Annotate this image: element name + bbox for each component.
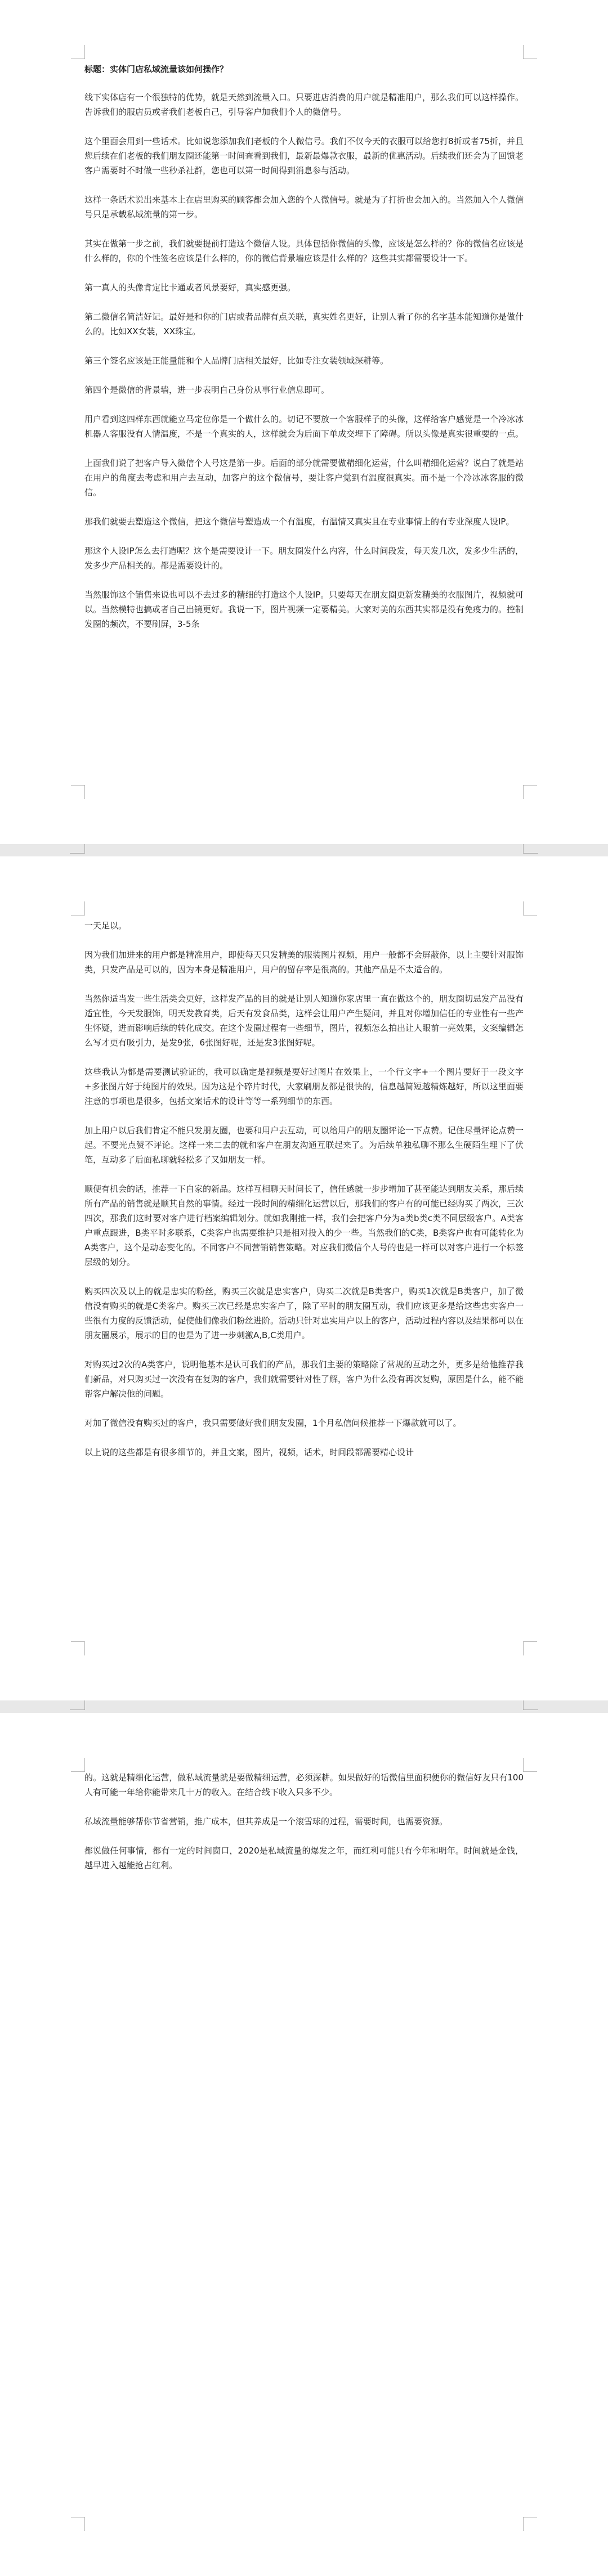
paragraph: 当然服饰这个销售来说也可以不去过多的精细的打造这个人设IP。只要每天在朋友圈更新发精美的衣服图片，视频就可以。当然模特也搞或者自己出镜更好。我说一下，图片视频一定要精美。大家对美的东西其实都是没有免疫力的。控制发圈的频次，不要刷屏，3-5条 [84,590,524,629]
paragraph: 上面我们说了把客户导入微信个人号这是第一步。后面的部分就需要做精细化运营，什么叫精细化运营？说白了就是站在用户的角度去考虑和用户去互动，加客户的这个微信号，要让客户觉到有温度很真实。而不是一个冷冰冰客服的微信。 [84,458,524,497]
page-corner-mark [523,1641,537,1655]
paragraph: 线下实体店有一个很独特的优势，就是天然到流量入口。只要进店消费的用户就是精准用户，那么我们可以这样操作。告诉我们的服店员或者我们老板自己，引导客户加我们个人的微信号。 [84,92,524,117]
page-corner-mark [71,785,85,799]
paragraph: 的。这就是精细化运营，做私域流量就是要做精细运营，必须深耕。如果做好的话微信里面积便你的微信好友只有100人有可能一年给你能带来几十万的收入。在结合线下收入只多不少。 [84,1772,524,1797]
paragraph: 私域流量能够帮你节省营销，推广成本，但其养成是一个滚雪球的过程，需要时间，也需要资源。 [84,1816,448,1826]
paragraph: 第一真人的头像肯定比卡通或者风景要好，真实感更强。 [84,282,296,293]
page-corner-mark [523,45,537,59]
page-corner-mark [523,785,537,799]
paragraph: 购买四次及以上的就是忠实的粉丝，购买三次就是忠实客户，购买二次就是B类客户，购买1次就是B类客户，加了微信没有购买的就是C类客户。购买三次已经是忠实客户了，除了平时的朋友圈互动，我们应该更多是给这些忠实客户一些很有力度的反馈活动，促使他们像我们粉丝进阶。活动只针对忠实用户以上的客户，活动过程内容以及结果都可以在朋友圈展示，展示的目的也是为了进一步刺激A,B,C类用户。 [84,1286,524,1340]
paragraph: 这个里面会用到一些话术。比如说您添加我们老板的个人微信号。我们不仅今天的衣服可以给您打8折或者75折，并且您后续在们老板的我们朋友圈还能第一时间查看到我们，最新最爆款衣服，最新的优惠活动。后续我们还会为了回馈老客户需要时不时做一些秒杀社群，您也可以第一时间得到消息参与活动。 [84,136,524,176]
page-corner-mark [71,45,85,59]
paragraph: 那我们就要去塑造这个微信，把这个微信号塑造成一个有温度，有温情又真实且在专业事情上的有专业深度人设IP。 [84,517,515,527]
paragraph: 对购买过2次的A类客户，说明他基本是认可我们的产品，那我们主要的策略除了常规的互动之外，更多是给他推荐我们新品，对只购买过一次没有在复购的客户，我们就需要针对性了解，客户为什么没有再次复购，原因是什么，能不能帮客户解决他的问题。 [84,1359,524,1399]
page-break-mark [70,844,85,854]
paragraph: 第三个签名应该是正能量能和个人品牌门店相关最好，比如专注女装领域深耕等。 [84,356,389,366]
paragraph: 顺便有机会的话，推荐一下自家的新品。这样互相聊天时间长了，信任感就一步步增加了甚至能达到朋友关系，那后续所有产品的销售就是顺其自然的事情。经过一段时间的精细化运营以后，那我们的客户有的可能已经购买了两次，三次四次，那我们这时要对客户进行档案编辑划分。就如我刚推一样，我们会把客户分为a类b类c类不同层级客户。A类客户重点跟进，B类平时多联系，C类客户也需要维护只是相对投入的少一些。当然我们的C类，B类客户也有可能转化为A类客户，这个是动态变化的。不同客户不同营销销售策略。对应我们微信个人号的也是一样可以对客户进行一个标签层级的划分。 [84,1184,524,1267]
paragraph: 都说做任何事情，都有一定的时间窗口，2020是私域流量的爆发之年，而红利可能只有今年和明年。时间就是金钱，越早进入越能抢占红利。 [84,1846,524,1870]
paragraph: 第四个是微信的背景墙，进一步表明自己身份从事行业信息即可。 [84,385,330,395]
paragraph: 这些我认为都是需要测试验证的，我可以确定是视频是要好过图片在效果上，一个行文字+一个图片要好于一段文字+多张图片好于纯图片的效果。因为这是个碎片时代，大家刷朋友都是很快的，信息越简短越精炼越好，所以这里面要注意的事项也是很多，包括文案话术的设计等等一系列细节的东西。 [84,1067,524,1106]
page-break-mark [523,1700,538,1710]
paragraph: 当然你适当发一些生活类会更好，这样发产品的目的就是让别人知道你家店里一直在做这个的，朋友圈切忌发产品没有适宜性，今天发服饰，明天发教育类，后天有发食品类，这样会让用户产生疑问，并且对你增加信任的专业性有一些产生怀疑，进而影响后续的转化成交。在这个发圈过程有一些细节，图片，视频怎么拍出让人眼前一亮效果，文案编辑怎么写才更有吸引力，是发9张，6张图好呢，还是发3张图好呢。 [84,994,524,1048]
paragraph: 加上用户以后我们肯定不能只发朋友圈，也要和用户去互动，可以给用户的朋友圈评论一下点赞。记住尽量评论点赞一起。不要光点赞不评论。这样一来二去的就和客户在朋友沟通互联起来了。为后续单独私聊不那么生硬陌生埋下了伏笔，互动多了后面私聊就轻松多了又如朋友一样。 [84,1125,524,1165]
page-corner-mark [71,2517,85,2531]
page-corner-mark [523,1758,537,1772]
paragraph: 以上说的这些都是有很多细节的，并且文案，图片，视频，话术，时间段都需要精心设计 [84,1447,414,1457]
document-page-1 [0,0,608,844]
page-corner-mark [71,1758,85,1772]
page-corner-mark [71,901,85,915]
page-corner-mark [523,2517,537,2531]
page-corner-mark [71,1641,85,1655]
paragraph: 对加了微信没有购买过的客户，我只需要做好我们朋友发圈，1个月私信问候推荐一下爆款就可以了。 [84,1418,462,1428]
page-gap [0,844,608,856]
document-title: 标题：实体门店私域流量该如何操作？ [84,64,229,74]
page-corner-mark [523,901,537,915]
paragraph: 用户看到这四样东西就能立马定位你是一个做什么的。切记不要放一个客服样子的头像，这样给客户感觉是一个冷冰冰机器人客服没有人情温度，不是一个真实的人，这样就会为后面下单成交埋下了障碍。所以头像是真实很重要的一点。 [84,414,524,439]
paragraph: 那这个人设IP怎么去打造呢？这个是需要设计一下。朋友圈发什么内容，什么时间段发，每天发几次，发多少生活的，发多少产品相关的。都是需要设计的。 [84,546,524,571]
paragraph: 其实在做第一步之前，我们就要提前打造这个微信人设。具体包括你微信的头像，应该是怎么样的？你的微信名应该是什么样的，你的个性签名应该是什么样的，你的微信背景墙应该是什么样的？这些其实都需要设计一下。 [84,239,524,263]
page-break-mark [70,1700,85,1710]
document-page-3 [0,1713,608,2576]
page-break-mark [523,844,538,854]
page-gap [0,1700,608,1713]
paragraph: 一天足以。 [84,921,127,931]
paragraph: 这样一条话术说出来基本上在店里购买的顾客都会加入您的个人微信号。就是为了打折也会加入的。当然加入个人微信号只是承载私域流量的第一步。 [84,195,524,219]
paragraph: 第二微信名简洁好记。最好是和你的门店或者品牌有点关联，真实姓名更好，让别人看了你的名字基本能知道你是做什么的。比如XX女装，XX珠宝。 [84,312,524,336]
paragraph: 因为我们加进来的用户都是精准用户，即使每天只发精美的服装图片视频，用户一般都不会屏蔽你，以上主要针对服饰类，只发产品是可以的，因为本身是精准用户，用户的留存率是很高的。其他产品是不太适合的。 [84,950,524,975]
document-page-2 [0,856,608,1700]
